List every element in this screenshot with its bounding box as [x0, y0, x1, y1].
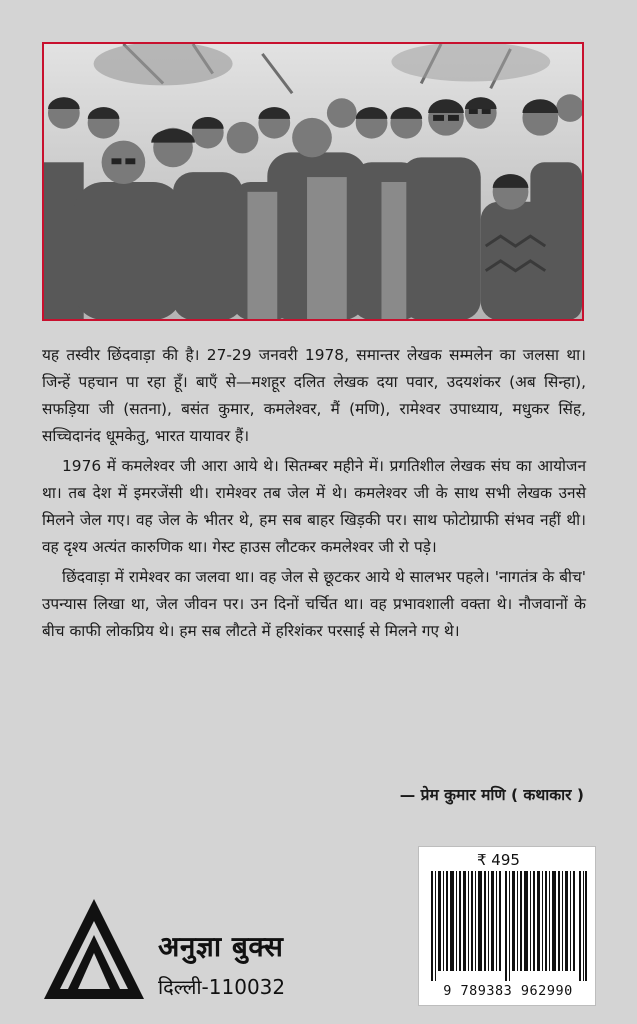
- price-label: ₹ 495: [477, 851, 520, 869]
- barcode-box: [418, 846, 596, 1006]
- group-photo-icon: [44, 44, 582, 319]
- paragraph-3: छिंदवाड़ा में रामेश्वर का जलवा था। वह जेल से छूटकर आये थे सालभर पहले। 'नागतंत्र के बीच' उपन्यास लिखा था, जेल जीवन पर। उन दिनों चर्चित था। वह प्रभावशाली वक्ता थे। नौजवानों के बीच काफी लोकप्रिय थे। हम सब लौटते में हरिशंकर परसाई से मिलने गए थे।: [42, 568, 586, 640]
- a-triangle-logo-icon: [40, 895, 148, 1003]
- publisher-block: [40, 895, 370, 1005]
- description-text: [42, 342, 586, 648]
- publisher-city: दिल्ली-110032: [158, 975, 286, 999]
- paragraph-1: यह तस्वीर छिंदवाड़ा की है। 27-29 जनवरी 1978, समान्तर लेखक सम्मलेन का जलसा था। जिन्हें पहचान पा रहा हूँ। बाएँ से—मशहूर दलित लेखक दया पवार, उदयशंकर (अब सिन्हा), सफड़िया जी (सतना), बसंत कुमार, कमलेश्वर, मैं (मणि), रामेश्वर उपाध्याय, मधुकर सिंह, सच्चिदानंद धूमकेतु, भारत यायावर हैं।: [42, 346, 586, 445]
- cover-photo: [42, 42, 584, 321]
- paragraph-2: 1976 में कमलेश्वर जी आरा आये थे। सितम्बर महीने में। प्रगतिशील लेखक संघ का आयोजन था। तब देश में इमरजेंसी थी। रामेश्वर तब जेल में थे। कमलेश्वर जी के साथ सभी लेखक उनसे मिलने जेल गए। वह जेल के भीतर थे, हम सब बाहर खिड़की पर। साथ फोटोग्राफी संभव नहीं थी। वह दृश्य अत्यंत कारुणिक था। गेस्ट हाउस लौटकर कमलेश्वर जी रो पड़े।: [42, 457, 586, 556]
- publisher-name: अनुज्ञा बुक्स: [158, 930, 284, 963]
- isbn-number: 9 789383 962990: [443, 983, 573, 999]
- author-signature: — प्रेम कुमार मणि ( कथाकार ): [399, 786, 584, 804]
- barcode-icon: [431, 871, 587, 981]
